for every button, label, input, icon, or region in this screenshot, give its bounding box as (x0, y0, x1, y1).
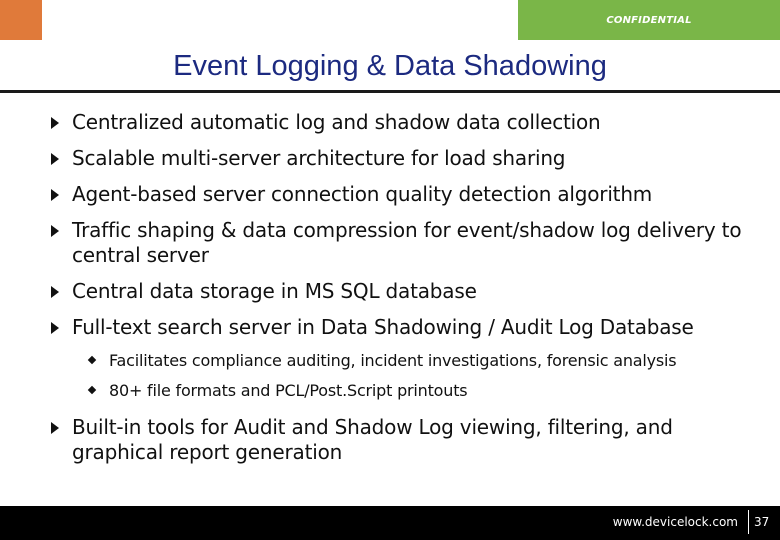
confidential-label: CONFIDENTIAL (606, 14, 692, 26)
slide-content (48, 110, 768, 476)
sub-bullet-text: 80+ file formats and PCL/Post.Script printouts (109, 381, 468, 400)
bullet-text: Built-in tools for Audit and Shadow Log viewing, filtering, and graphical report generation (72, 415, 673, 464)
triangle-right-icon (51, 117, 59, 129)
bullet-item (48, 110, 768, 135)
triangle-right-icon (51, 225, 59, 237)
triangle-right-icon (51, 286, 59, 298)
sub-bullet-item (48, 381, 768, 401)
bullet-text: Centralized automatic log and shadow data collection (72, 110, 601, 134)
bullet-text: Agent-based server connection quality detection algorithm (72, 182, 653, 206)
triangle-right-icon (51, 189, 59, 201)
footer-url: www.devicelock.com (612, 515, 738, 529)
slide-title: Event Logging & Data Shadowing (173, 50, 607, 82)
triangle-right-icon (51, 153, 59, 165)
bullet-item (48, 415, 768, 465)
bullet-item (48, 279, 768, 304)
diamond-icon (88, 356, 96, 364)
bullet-text: Central data storage in MS SQL database (72, 279, 477, 303)
bullet-item (48, 218, 768, 268)
footer-separator (748, 510, 749, 534)
bullet-item (48, 315, 768, 340)
title-divider (0, 90, 780, 93)
sub-bullet-item (48, 351, 768, 371)
corner-accent-block (0, 0, 42, 40)
bullet-item (48, 182, 768, 207)
bullet-item (48, 146, 768, 171)
bullet-text: Traffic shaping & data compression for event/shadow log delivery to central server (72, 218, 742, 267)
bullet-text: Full-text search server in Data Shadowing / Audit Log Database (72, 315, 694, 339)
triangle-right-icon (51, 322, 59, 334)
sub-bullet-text: Facilitates compliance auditing, incident investigations, forensic analysis (109, 351, 677, 370)
confidential-banner (518, 0, 780, 40)
sub-bullet-list (48, 351, 768, 401)
bullet-text: Scalable multi-server architecture for load sharing (72, 146, 566, 170)
footer-bar (0, 506, 780, 540)
diamond-icon (88, 386, 96, 394)
triangle-right-icon (51, 422, 59, 434)
page-number: 37 (754, 515, 770, 529)
